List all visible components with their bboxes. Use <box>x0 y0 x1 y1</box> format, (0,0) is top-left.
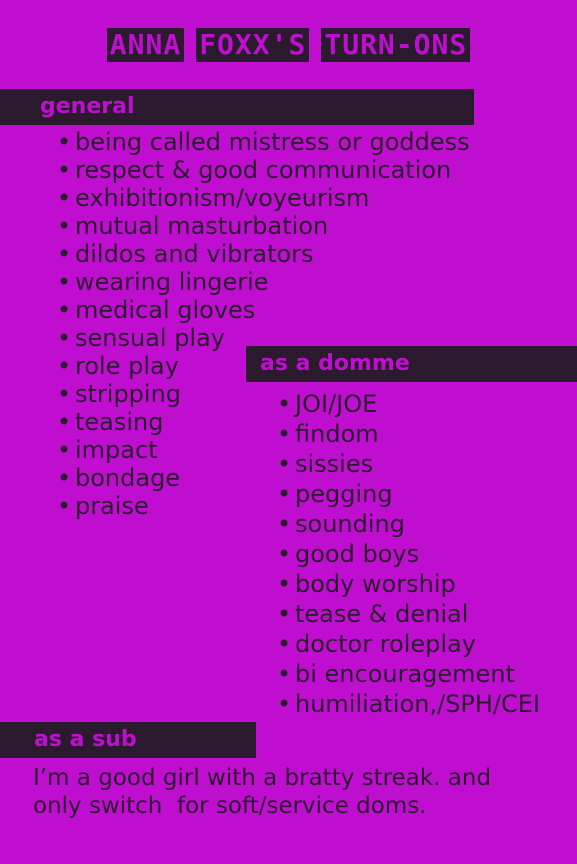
domme-heading: as a domme <box>246 346 577 382</box>
list-item: • impact <box>57 436 158 464</box>
list-item: • dildos and vibrators <box>57 240 314 268</box>
list-item: • being called mistress or goddess <box>57 128 470 156</box>
page-title <box>0 28 577 62</box>
list-item: • stripping <box>57 380 182 408</box>
list-item: • sounding <box>277 510 405 538</box>
list-item: • respect & good communication <box>57 156 452 184</box>
title-word-3: TURN-ONS <box>321 28 470 62</box>
list-item: • wearing lingerie <box>57 268 269 296</box>
list-item: • role play <box>57 352 179 380</box>
list-item: • teasing <box>57 408 164 436</box>
sub-heading: as a sub <box>0 722 256 758</box>
title-word-2: FOXX'S <box>196 28 309 62</box>
list-item: • body worship <box>277 570 456 598</box>
list-item: • JOI/JOE <box>277 390 378 418</box>
list-item: • mutual masturbation <box>57 212 329 240</box>
sub-description <box>33 764 553 820</box>
list-item: • sensual play <box>57 324 226 352</box>
list-item: • good boys <box>277 540 420 568</box>
list-item: • exhibitionism/voyeurism <box>57 184 370 212</box>
title-word-1: ANNA <box>107 28 184 62</box>
list-item: • bi encouragement <box>277 660 515 688</box>
list-item: • bondage <box>57 464 181 492</box>
list-item: • tease & denial <box>277 600 469 628</box>
sub-line: only switch for soft/service doms. <box>33 793 427 819</box>
list-item: • medical gloves <box>57 296 256 324</box>
sub-line: I’m a good girl with a bratty streak. and <box>33 765 492 791</box>
list-item: • pegging <box>277 480 393 508</box>
general-heading: general <box>0 89 474 125</box>
list-item: • humiliation,/SPH/CEI <box>277 690 541 718</box>
list-item: • sissies <box>277 450 374 478</box>
list-item: • findom <box>277 420 379 448</box>
list-item: • praise <box>57 492 149 520</box>
domme-list <box>277 389 540 719</box>
list-item: • doctor roleplay <box>277 630 476 658</box>
